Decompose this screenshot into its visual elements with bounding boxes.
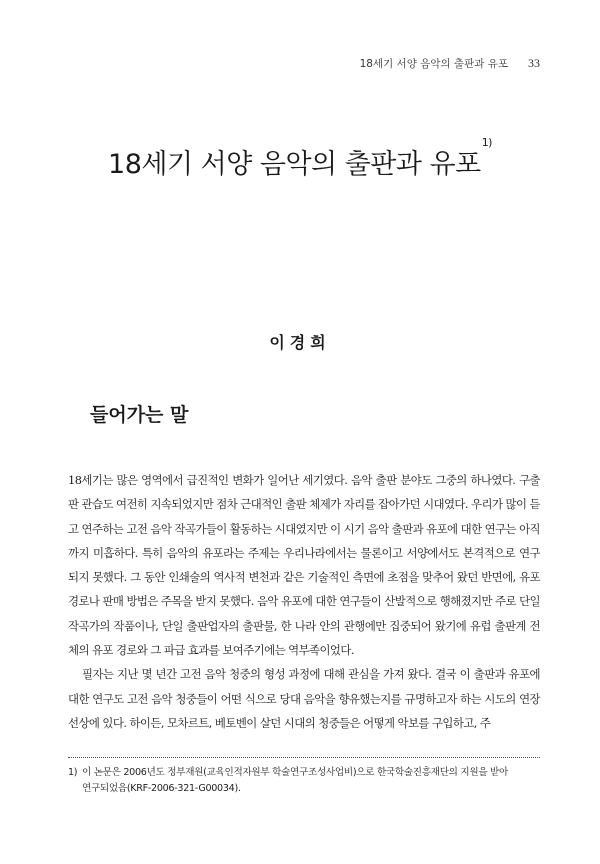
article-title-text: 18세기 서양 음악의 출판과 유포 — [108, 149, 481, 180]
footnote — [68, 765, 540, 797]
title-footnote-marker[interactable]: 1) — [481, 136, 492, 149]
author-name: 이경희 — [269, 333, 331, 352]
paragraph-1: 18세기는 많은 영역에서 급진적인 변화가 일어난 세기였다. 음악 출판 분야도 그중의 하나였다. 구출판 관습도 여전히 지속되었지만 점차 근대적인 출판 체제가 자리를 잡아가던 시대였다. 우리가 많이 듣고 연주하는 고전 음악 작곡가들이 활동하는 시대였지만 이 시기 음악 출판과 유포에 대한 연구는 아직까지 미흡하다. 특히 음악의 유포라는 주제는 우리나라에서는 물론이고 서양에서도 본격적으로 연구되지 못했다. 그 동안 인쇄술의 역사적 변천과 같은 기술적인 측면에 초점을 맞추어 왔던 반면에, 유포 경로나 판매 방법은 주목을 받지 못했다. 음악 유포에 대한 연구들이 산발적으로 행해졌지만 주로 단일 작곡가의 작품이나, 단일 출판업자의 출판물, 한 나라 안의 관행에만 집중되어 왔기에 유럽 출판계 전체의 유포 경로와 그 파급 효과를 보여주기에는 역부족이었다. — [68, 473, 540, 658]
footnote-divider — [68, 757, 540, 758]
paragraph-2: 필자는 지난 몇 년간 고전 음악 청중의 형성 과정에 대해 관심을 가져 왔다. 결국 이 출판과 유포에 대한 연구도 고전 음악 청중들이 어떤 식으로 당대 음악을 향유했는지를 규명하고자 하는 시도의 연장선상에 있다. 하이든, 모차르트, 베토벤이 살던 시대의 청중들은 어떻게 악보를 구입하고, 주 — [68, 667, 540, 730]
running-head-title: 18세기 서양 음악의 출판과 유포 — [359, 58, 508, 70]
body-text — [68, 468, 540, 735]
page-number: 33 — [528, 56, 540, 70]
footnote-line-1: 이 논문은 2006년도 정부재원(교육인적자원부 학술연구조성사업비)으로 한국학술진흥재단의 지원을 받아 — [82, 767, 508, 778]
section-heading: 들어가는 말 — [90, 404, 189, 426]
article-title — [0, 136, 600, 181]
footnote-line-2: 연구되었음(KRF-2006-321-G00034). — [82, 783, 241, 794]
running-head — [0, 56, 540, 71]
footnote-number: 1) — [68, 767, 78, 778]
